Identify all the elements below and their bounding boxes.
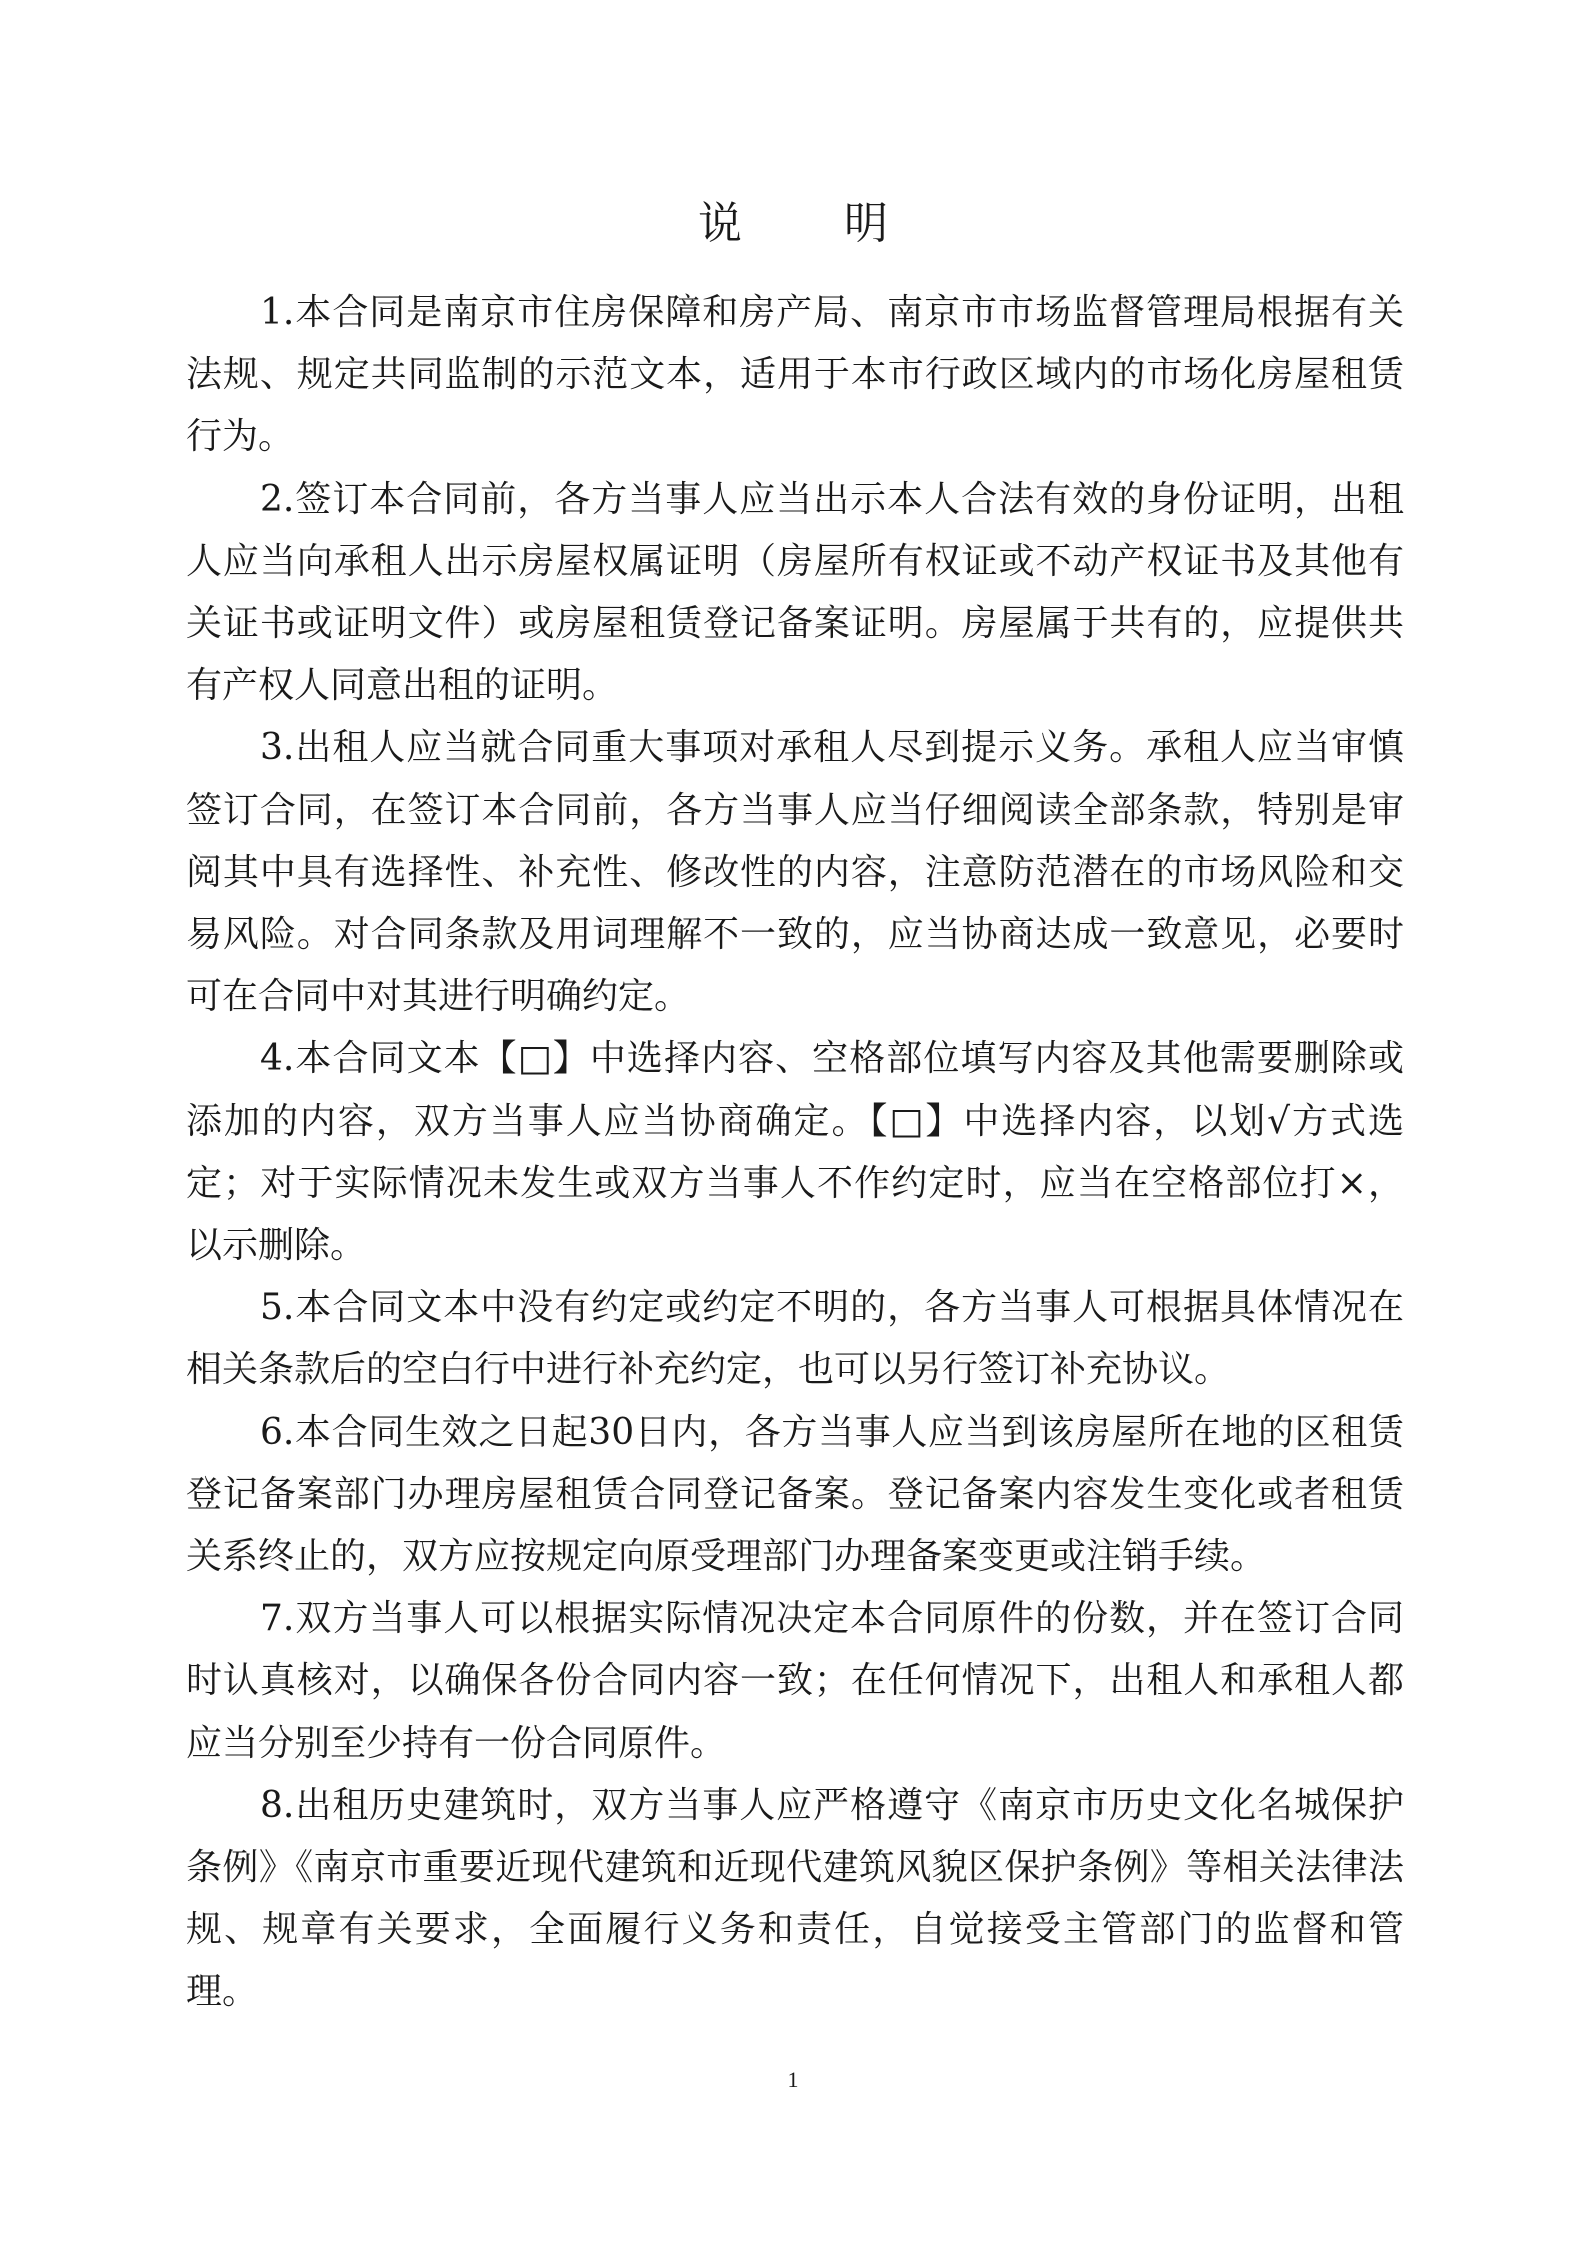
page-title: 说 明: [698, 198, 932, 249]
instruction-paragraph-6: 6.本合同生效之日起30日内，各方当事人应当到该房屋所在地的区租赁登记备案部门办理房屋租赁合同登记备案。登记备案内容发生变化或者租赁关系终止的，双方应按规定向原受理部门办理备案变更或注销手续。: [186, 1411, 1404, 1578]
instruction-paragraph-2: 2.签订本合同前，各方当事人应当出示本人合法有效的身份证明，出租人应当向承租人出示房屋权属证明（房屋所有权证或不动产权证书及其他有关证书或证明文件）或房屋租赁登记备案证明。房屋属于共有的，应提供共有产权人同意出租的证明。: [186, 478, 1404, 707]
instruction-paragraph-5: 5.本合同文本中没有约定或约定不明的，各方当事人可根据具体情况在相关条款后的空白行中进行补充约定，也可以另行签订补充协议。: [186, 1287, 1404, 1391]
instruction-paragraph-8: 8.出租历史建筑时，双方当事人应严格遵守《南京市历史文化名城保护条例》《南京市重要近现代建筑和近现代建筑风貌区保护条例》等相关法律法规、规章有关要求，全面履行义务和责任，自觉接受主管部门的监督和管理。: [186, 1784, 1404, 2013]
instruction-paragraph-7: 7.双方当事人可以根据实际情况决定本合同原件的份数，并在签订合同时认真核对，以确保各份合同内容一致；在任何情况下，出租人和承租人都应当分别至少持有一份合同原件。: [186, 1598, 1404, 1764]
instruction-paragraph-4: 4.本合同文本【□】中选择内容、空格部位填写内容及其他需要删除或添加的内容，双方当事人应当协商确定。【□】中选择内容，以划√方式选定；对于实际情况未发生或双方当事人不作约定时，应当在空格部位打×，以示删除。: [186, 1038, 1404, 1267]
instruction-paragraph-3: 3.出租人应当就合同重大事项对承租人尽到提示义务。承租人应当审慎签订合同，在签订本合同前，各方当事人应当仔细阅读全部条款，特别是审阅其中具有选择性、补充性、修改性的内容，注意防范潜在的市场风险和交易风险。对合同条款及用词理解不一致的，应当协商达成一致意见，必要时可在合同中对其进行明确约定。: [186, 727, 1404, 1018]
page-number: 1: [787, 2067, 799, 2092]
instruction-paragraph-1: 1.本合同是南京市住房保障和房产局、南京市市场监督管理局根据有关法规、规定共同监制的示范文本，适用于本市行政区域内的市场化房屋租赁行为。: [186, 292, 1404, 458]
instructions-body: [186, 282, 1404, 2024]
